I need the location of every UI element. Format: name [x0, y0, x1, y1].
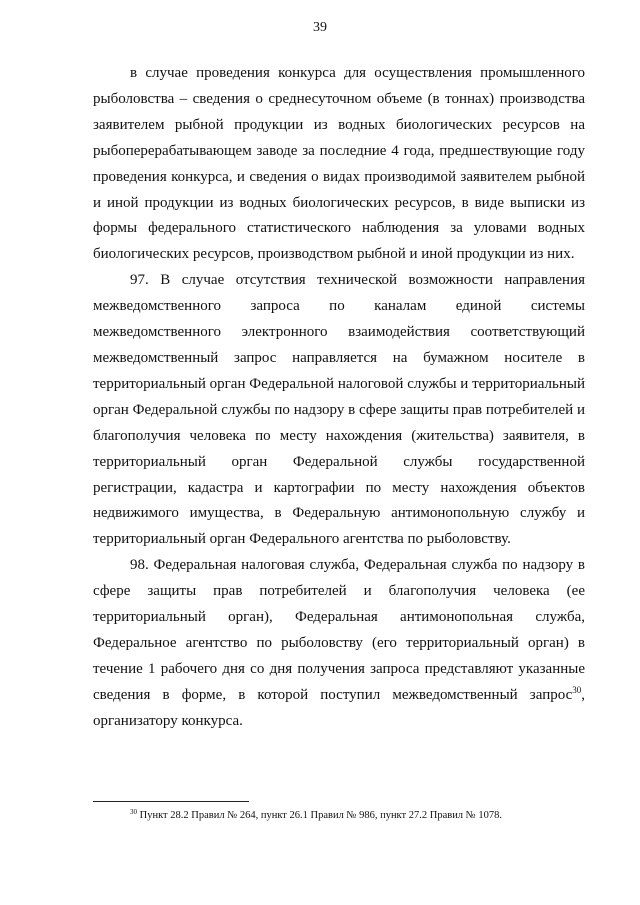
- paragraph-98-text: 98. Федеральная налоговая служба, Федеральная служба по надзору в сфере защиты прав потребителей и благополучия человека (ее территориальный орган), Федеральная антимонопольная служба, Федеральное агентство по рыболовству (его территориальный орган) в течение 1 рабочего дня со дня получения запроса представляют указанные сведения в форме, в которой поступил межведомственный запрос: [93, 557, 585, 703]
- footnote-marker: 30: [130, 808, 137, 816]
- footnote-separator: [93, 801, 249, 802]
- body-text: [93, 61, 585, 735]
- page-number: 39: [313, 20, 327, 35]
- paragraph-98-tail: , организатору конкурса.: [93, 686, 585, 729]
- footnote-reference[interactable]: 30: [572, 684, 582, 695]
- paragraph-continuation: в случае проведения конкурса для осуществления промышленного рыболовства – сведения о среднесуточном объеме (в тоннах) производства заявителем рыбной продукции из водных биологических ресурсов на рыбоперерабатывающем заводе за последние 4 года, предшествующие году проведения конкурса, и сведения о видах производимой заявителем рыбной и иной продукции из водных биологических ресурсов, в виде выписки из формы федерального статистического наблюдения за уловами водных биологических ресурсов, производством рыбной и иной продукции из них.: [93, 65, 585, 263]
- paragraph-97: 97. В случае отсутствия технической возможности направления межведомственного запроса по каналам единой системы межведомственного электронного взаимодействия соответствующий межведомственный запрос направляется на бумажном носителе в территориальный орган Федеральной налоговой службы и территориальный орган Федеральной службы по надзору в сфере защиты прав потребителей и благополучия человека по месту нахождения (жительства) заявителя, в территориальный орган Федеральной службы государственной регистрации, кадастра и картографии по месту нахождения объектов недвижимого имущества, в Федеральную антимонопольную службу и территориальный орган Федерального агентства по рыболовству.: [93, 272, 585, 548]
- paragraph-98: [93, 553, 585, 734]
- footnote-text: Пункт 28.2 Правил № 264, пункт 26.1 Правил № 986, пункт 27.2 Правил № 1078.: [137, 810, 502, 821]
- footnote: [130, 809, 585, 822]
